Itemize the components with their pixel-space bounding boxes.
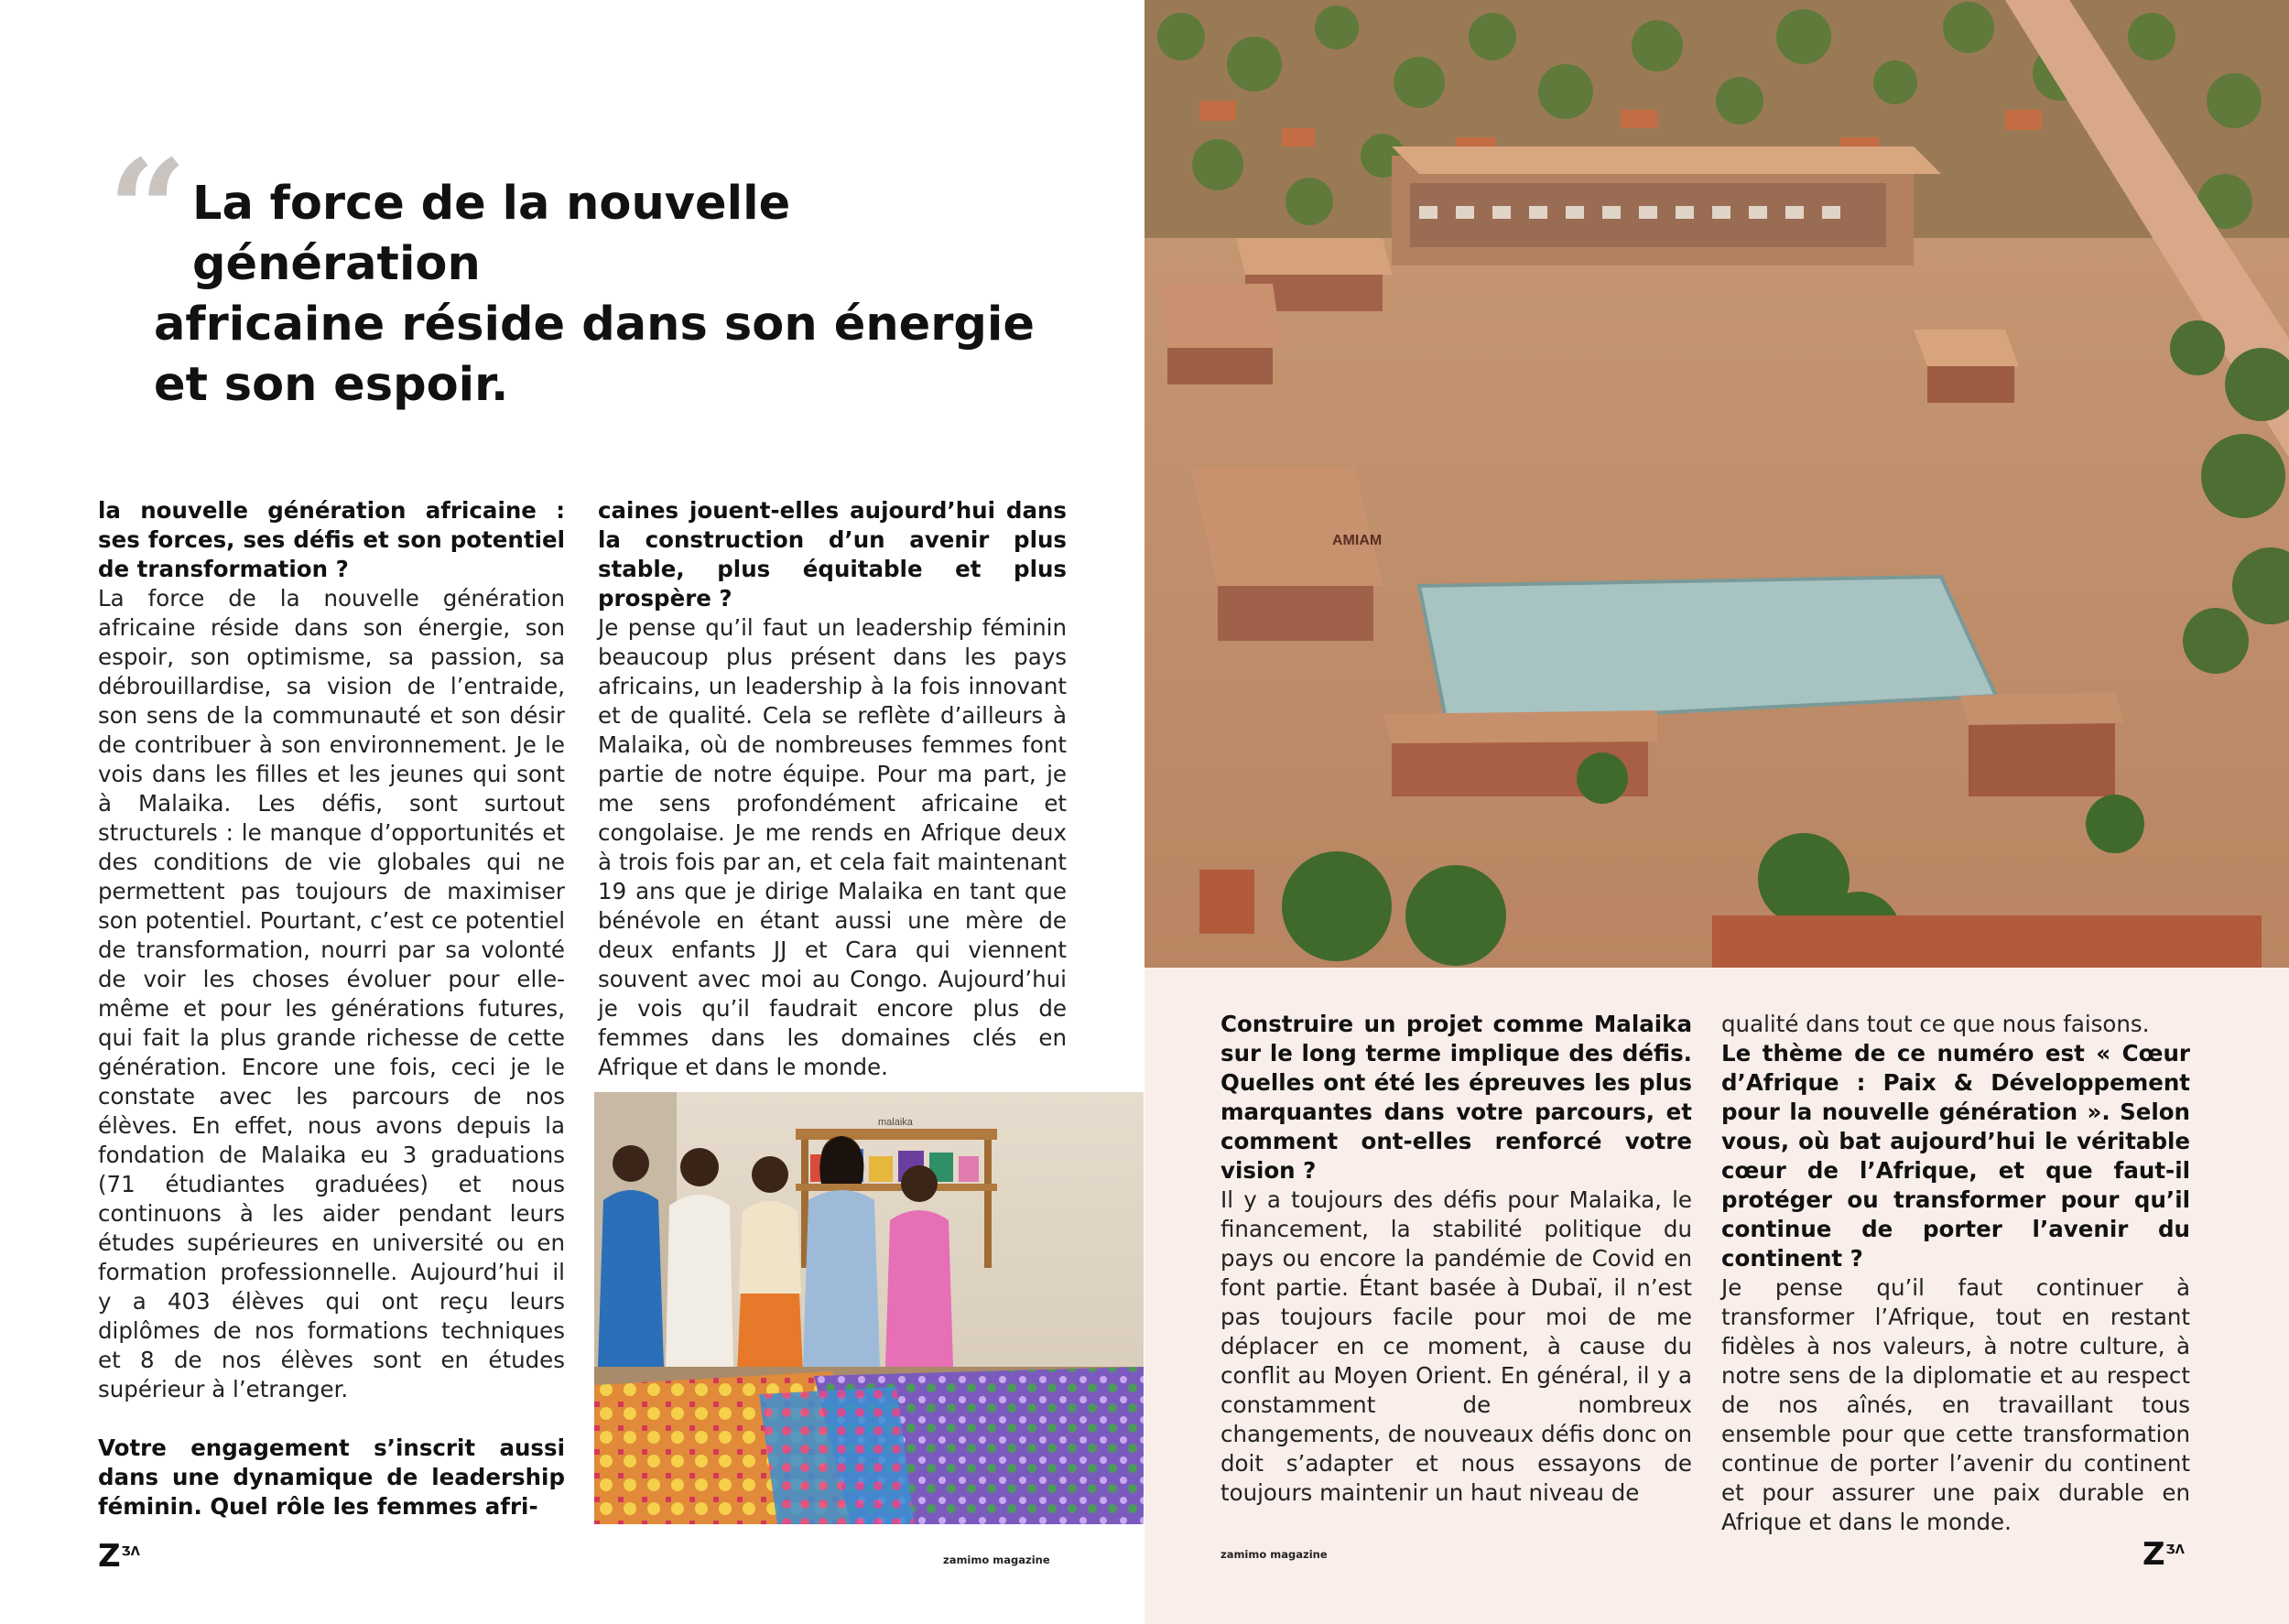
magazine-logo-right: [2143, 1536, 2185, 1573]
article-column-3: [1220, 1010, 1692, 1508]
logo-mark: ƷΛ: [2165, 1543, 2185, 1557]
pull-quote-line-2: africaine réside dans son énergie: [154, 298, 1035, 352]
logo-letter: Z: [2143, 1536, 2166, 1573]
article-column-1: [98, 496, 565, 1521]
magazine-logo-left: [98, 1538, 140, 1575]
question-2-continued: caines jouent-elles aujourd’hui dans la construction d’un avenir plus stable, plus équitable et plus prospère ?: [598, 497, 1067, 612]
logo-letter: Z: [98, 1538, 122, 1575]
logo-mark: ƷΛ: [121, 1545, 140, 1559]
svg-text:AMIAM: AMIAM: [1332, 533, 1383, 548]
aerial-photo-school: [1144, 0, 2289, 968]
answer-3: Il y a toujours des défis pour Malaika, le financement, la stabilité politique du pays ou encore la pandémie de Covid en font partie. Étant basée à Dubaï, il n’est pas toujours facile pour moi de me déplacer en ce moment, à cause du conflit au Moyen Orient. En général, il y a constamment de nombreux changements, de nouveaux défis donc on doit s’adapter et nous essayons de toujours maintenir un haut niveau de: [1220, 1186, 1692, 1506]
answer-1: La force de la nouvelle génération africaine réside dans son énergie, son espoir, son optimisme, sa passion, sa débrouillardise, sa vision de l’entraide, son sens de la communauté et son désir de contribuer à son environnement. Je le vois dans les filles et les jeunes qui sont à Malaika. Les défis, sont surtout structurels : le manque d’opportunités et des conditions de vie globales qui ne permettent pas toujours de maximiser son potentiel. Pourtant, c’est ce potentiel de transformation, nourri par sa volonté de voir les choses évoluer pour elle-même et pour les générations futures, qui fait la plus grande richesse de cette génération. Encore une fois, ceci je le constate avec les parcours de nos élèves. En effet, nous avons depuis la fondation de Malaika eu 3 graduations (71 étudiantes graduées) et nous continuons à les aider pendant leurs études supérieures en université ou en formation professionnelle. Aujourd’hui il y a 403 élèves qui ont reçu leurs diplômes de nos formations techniques et 8 de nos élèves sont en études supérieur à l’etranger.: [98, 585, 565, 1402]
question-3: Construire un projet comme Malaika sur le long terme implique des défis. Quelles ont été les épreuves les plus marquantes dans votre parcours, et comment ont-elles renforcé votre vision ?: [1220, 1011, 1692, 1184]
pull-quote-line-1: La force de la nouvelle génération: [192, 177, 791, 291]
question-1: la nouvelle génération africaine : ses forces, ses défis et son potentiel de transformation ?: [98, 497, 565, 582]
magazine-name-left: zamimo magazine: [943, 1554, 1050, 1566]
article-column-2: [598, 496, 1067, 1082]
answer-2: Je pense qu’il faut un leadership féminin beaucoup plus présent dans les pays africains, un leadership à la fois innovant et de qualité. Cela se reflète d’ailleurs à Malaika, où de nombreuses femmes font partie de notre équipe. Pour ma part, je me sens profondément africaine et congolaise. Je me rends en Afrique deux à trois fois par an, et cela fait maintenant 19 ans que je dirige Malaika en tant que bénévole en étant aussi une mère de deux enfants JJ et Cara qui viennent souvent avec moi au Congo. Aujourd’hui je vois qu’il faudrait encore plus de femmes dans les domaines clés en Afrique et dans le monde.: [598, 614, 1067, 1080]
question-2: Votre engagement s’inscrit aussi dans une dynamique de leadership féminin. Quel rôle les femmes afri-: [98, 1435, 565, 1520]
answer-3-continued: qualité dans tout ce que nous faisons.: [1721, 1011, 2150, 1037]
article-column-4: [1721, 1010, 2190, 1537]
magazine-name-right: zamimo magazine: [1220, 1548, 1328, 1561]
quote-mark-icon: “: [108, 130, 188, 291]
answer-4: Je pense qu’il faut continuer à transformer l’Afrique, tout en restant fidèles à nos valeurs, à notre culture, à notre sens de la diplomatie et au respect de nos aînés, en travaillant tous ensemble pour que cette transformation continue de porter l’avenir du continent et pour assurer une paix durable en Afrique et dans le monde.: [1721, 1274, 2190, 1535]
paragraph-gap: [98, 1404, 565, 1434]
group-photo: [594, 1092, 1144, 1524]
svg-text:malaika: malaika: [878, 1117, 913, 1128]
pull-quote: [154, 174, 1035, 416]
question-4: Le thème de ce numéro est « Cœur d’Afrique : Paix & Développement pour la nouvelle génération ». Selon vous, où bat aujourd’hui le véritable cœur de l’Afrique, et que faut-il protéger ou transformer pour qu’il continue de porter l’avenir du continent ?: [1721, 1040, 2190, 1272]
pull-quote-line-3: et son espoir.: [154, 358, 509, 412]
